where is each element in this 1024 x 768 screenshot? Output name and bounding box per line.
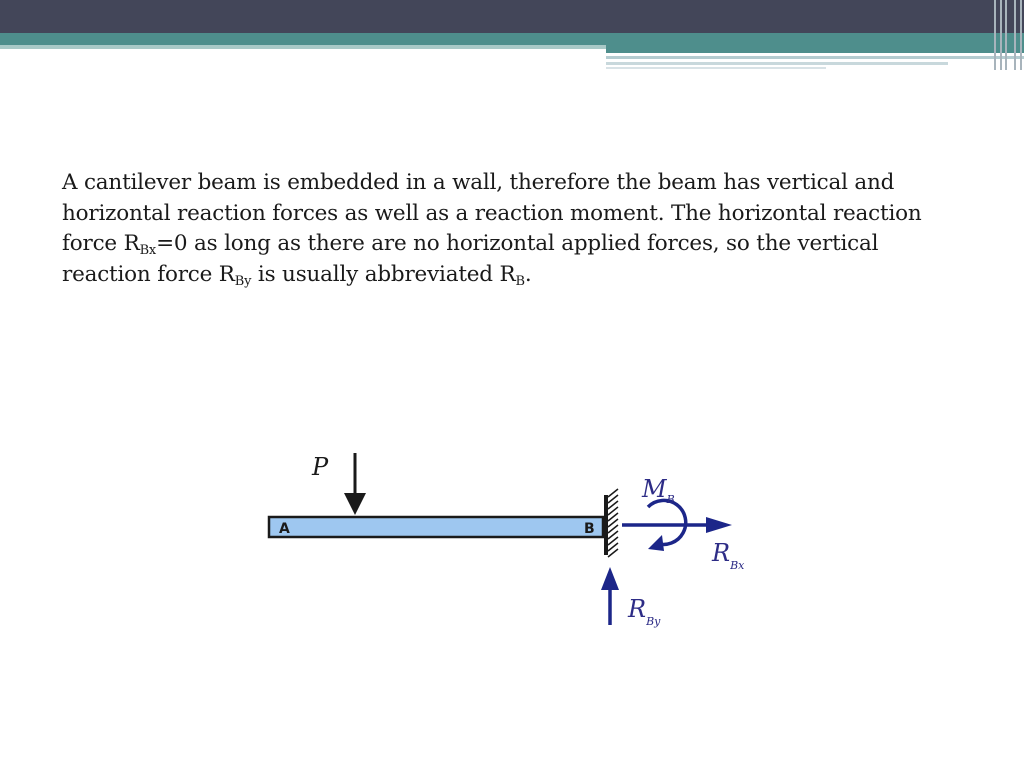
- header-accent-line: [606, 67, 826, 69]
- text-run: .: [524, 261, 532, 287]
- slide-body-text: [62, 168, 942, 290]
- text-run: A cantilever beam is embedded in a wall, therefore the beam has vertical and horizontal reaction forces as well as a reaction moment. The horizontal reaction force R: [62, 170, 922, 256]
- header-accent-line: [0, 45, 606, 49]
- subscript-bx: Bx: [139, 243, 157, 258]
- cantilever-beam-diagram: [260, 445, 780, 645]
- subscript-by: By: [234, 273, 252, 289]
- text-run: =0 as long as there are no horizontal applied forces, so the vertical reaction force R: [62, 231, 879, 287]
- load-arrow-p: [344, 453, 366, 515]
- header-accent-line: [606, 56, 1024, 59]
- rby-label: $R_{By}$: [628, 595, 661, 628]
- load-label-p: P: [312, 453, 329, 481]
- header-bar: [0, 0, 1024, 33]
- header-corner-lines: [992, 0, 1024, 70]
- rbx-label: $R_{Bx}$: [712, 539, 745, 572]
- reaction-force-rby-arrow: [601, 567, 619, 625]
- point-a-label: A: [279, 521, 290, 537]
- beam: [269, 517, 603, 537]
- fixed-wall: [606, 489, 618, 557]
- header-accent-band-right: [606, 45, 1024, 53]
- reaction-force-rbx-arrow: [622, 517, 732, 533]
- header-accent-band: [0, 33, 1024, 45]
- subscript-b: B: [515, 273, 525, 289]
- header-accent-line: [606, 62, 948, 65]
- moment-label: $M_B$: [642, 475, 675, 506]
- point-b-label: B: [584, 521, 595, 537]
- text-run: is usually abbreviated R: [251, 261, 516, 287]
